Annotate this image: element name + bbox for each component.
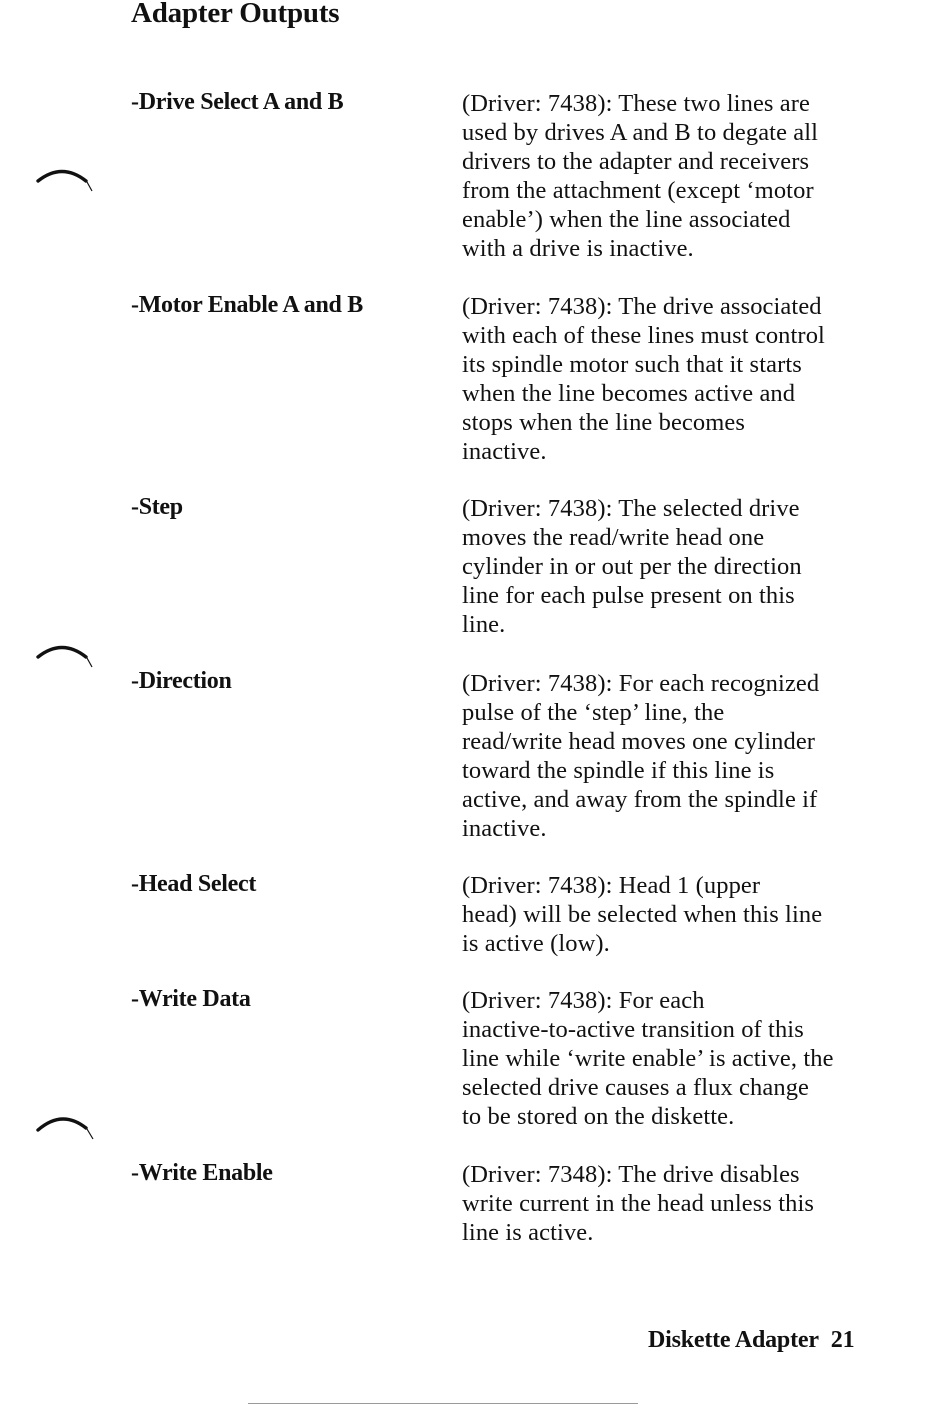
- description-line: with a drive is inactive.: [462, 235, 694, 262]
- description-line: from the attachment (except ‘motor: [462, 177, 814, 204]
- description-write-data: [462, 986, 892, 1131]
- term-direction: -Direction: [131, 668, 232, 694]
- description-line: moves the read/write head one: [462, 524, 765, 551]
- description-line: is active (low).: [462, 930, 610, 957]
- description-line: used by drives A and B to degate all: [462, 119, 819, 146]
- description-line: (Driver: 7438): For each: [462, 987, 705, 1014]
- description-line: inactive.: [462, 438, 547, 465]
- scan-edge-divider: [248, 1403, 638, 1404]
- description-line: (Driver: 7438): The drive associated: [462, 293, 822, 320]
- term-step: -Step: [131, 494, 183, 520]
- term-drive-select: -Drive Select A and B: [131, 89, 344, 115]
- binder-ring-mark-icon: [36, 1112, 94, 1146]
- term-head-select: -Head Select: [131, 871, 257, 897]
- description-line: line is active.: [462, 1219, 594, 1246]
- description-line: to be stored on the diskette.: [462, 1103, 735, 1130]
- description-line: write current in the head unless this: [462, 1190, 815, 1217]
- description-motor-enable: [462, 292, 892, 466]
- description-line: line.: [462, 611, 506, 638]
- term-write-data: -Write Data: [131, 986, 251, 1012]
- description-line: line for each pulse present on this: [462, 582, 795, 609]
- description-line: read/write head moves one cylinder: [462, 728, 816, 755]
- description-line: inactive.: [462, 815, 547, 842]
- footer-section-title: Diskette Adapter: [648, 1327, 819, 1353]
- description-line: enable’) when the line associated: [462, 206, 791, 233]
- description-line: pulse of the ‘step’ line, the: [462, 699, 725, 726]
- description-line: toward the spindle if this line is: [462, 757, 775, 784]
- page-footer: [648, 1327, 854, 1354]
- binder-ring-mark-icon: [36, 641, 94, 675]
- description-line: (Driver: 7438): For each recognized: [462, 670, 820, 697]
- description-line: its spindle motor such that it starts: [462, 351, 802, 378]
- description-line: inactive-to-active transition of this: [462, 1016, 804, 1043]
- description-line: line while ‘write enable’ is active, the: [462, 1045, 834, 1072]
- description-direction: [462, 669, 892, 843]
- description-line: (Driver: 7438): These two lines are: [462, 90, 810, 117]
- description-line: stops when the line becomes: [462, 409, 746, 436]
- description-line: active, and away from the spindle if: [462, 786, 818, 813]
- description-line: when the line becomes active and: [462, 380, 796, 407]
- term-write-enable: -Write Enable: [131, 1160, 273, 1186]
- description-drive-select: [462, 89, 892, 263]
- page-title: Adapter Outputs: [131, 0, 340, 29]
- description-step: [462, 494, 892, 639]
- description-line: (Driver: 7438): Head 1 (upper: [462, 872, 761, 899]
- binder-ring-mark-icon: [36, 165, 94, 199]
- description-line: (Driver: 7348): The drive disables: [462, 1161, 800, 1188]
- description-line: with each of these lines must control: [462, 322, 825, 349]
- description-head-select: [462, 871, 892, 958]
- page-number: 21: [830, 1327, 855, 1353]
- description-line: drivers to the adapter and receivers: [462, 148, 810, 175]
- term-motor-enable: -Motor Enable A and B: [131, 292, 363, 318]
- description-line: head) will be selected when this line: [462, 901, 823, 928]
- description-write-enable: [462, 1160, 892, 1247]
- description-line: selected drive causes a flux change: [462, 1074, 810, 1101]
- description-line: cylinder in or out per the direction: [462, 553, 802, 580]
- description-line: (Driver: 7438): The selected drive: [462, 495, 800, 522]
